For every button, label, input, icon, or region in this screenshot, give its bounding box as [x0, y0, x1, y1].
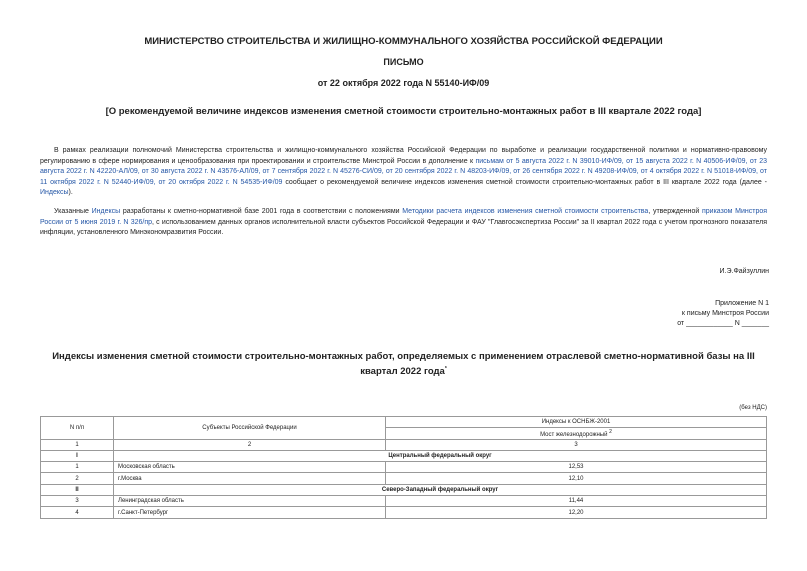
- row-index-value: 11,44: [386, 496, 767, 507]
- signature: И.Э.Файзуллин: [719, 268, 769, 275]
- table-title-footnote[interactable]: *: [444, 366, 447, 372]
- col-number-2: 2: [114, 439, 386, 450]
- row-subject: г.Санкт-Петербург: [114, 507, 386, 518]
- header-bridge: [386, 428, 767, 439]
- p1-text-c: ).: [68, 189, 73, 196]
- p1-text-a: В рамках реализации полномочий Министерства строительства и жилищно-коммунального хозяйства Российской Федерации по выработке и реализации государственной политики и нормативно-правовому регулированию в сфере нормирования и ценообразования при проектировании и строительстве Минстрой России в дополнение к: [40, 147, 767, 165]
- row-subject: Московская область: [114, 462, 386, 473]
- document-date-number: от 22 октября 2022 года N 55140-ИФ/09: [317, 78, 490, 88]
- methodology-link[interactable]: Методики расчета индексов изменения сметной стоимости строительства: [402, 208, 649, 215]
- section-number: I: [41, 450, 114, 461]
- col-number-1: 1: [41, 439, 114, 450]
- section-row: [41, 450, 767, 461]
- row-index-value: 12,53: [386, 462, 767, 473]
- p2-text-c: , утвержденной: [648, 208, 700, 215]
- ministry-heading: МИНИСТЕРСТВО СТРОИТЕЛЬСТВА И ЖИЛИЩНО-КОММУНАЛЬНОГО ХОЗЯЙСТВА РОССИЙСКОЙ ФЕДЕРАЦИИ: [144, 36, 663, 47]
- header-number: N п/п: [41, 417, 114, 440]
- appendix-ref: к письму Минстроя России: [681, 310, 769, 317]
- header-index: Индексы к ОСНБЖ-2001: [386, 417, 767, 428]
- row-subject: Ленинградская область: [114, 496, 386, 507]
- indexes-link-2[interactable]: Индексы: [91, 208, 121, 215]
- table-row: [41, 462, 767, 473]
- col-number-3: 3: [386, 439, 767, 450]
- header-subject: Субъекты Российской Федерации: [114, 417, 386, 440]
- row-index-value: 12,20: [386, 507, 767, 518]
- section-number: II: [41, 484, 114, 495]
- table-row: [41, 496, 767, 507]
- indexes-table: [40, 416, 767, 519]
- row-subject: г.Москва: [114, 473, 386, 484]
- row-number: 2: [41, 473, 114, 484]
- appendix-number: Приложение N 1: [715, 300, 769, 307]
- appendix-date-line: от ____________ N _______: [677, 320, 769, 327]
- table-row: [41, 507, 767, 518]
- table-title-text: Индексы изменения сметной стоимости строительно-монтажных работ, определяемых с применением отраслевой сметно-нормативной базы на III квартал 2022 года: [52, 351, 755, 378]
- p2-text-a: Указанные: [54, 208, 89, 215]
- header-bridge-footnote[interactable]: 2: [609, 428, 612, 435]
- methodology-paragraph: [40, 207, 767, 239]
- document-type: ПИСЬМО: [383, 57, 424, 67]
- section-label: Центральный федеральный округ: [114, 450, 767, 461]
- intro-paragraph: [40, 146, 767, 199]
- section-label: Северо-Западный федеральный округ: [114, 484, 767, 495]
- p2-text-b: разработаны к сметно-нормативной базе 2001 года в соответствии с положениями: [122, 208, 400, 215]
- previous-letters-link[interactable]: письмам от 5 августа 2022 г. N 39010-ИФ/09, от 15 августа 2022 г. N 40506-ИФ/09, от 23 августа 2022 г. N 42220-АЛ/09, от 30 августа 2022 г. N 43576-АЛ/09, от 7 сентября 2022 г. N 45276-СИ/09, от 20 сентября 2022 г. N 48203-ИФ/09, от 26 сентября 2022 г. N 49208-ИФ/09, от 4 октября 2022 г. N 51018-ИФ/09, от 11 октября 2022 г. N 52440-ИФ/09, от 20 октября 2022 г. N 54535-ИФ/09: [40, 157, 767, 186]
- row-number: 1: [41, 462, 114, 473]
- table-title: [40, 350, 767, 378]
- row-number: 4: [41, 507, 114, 518]
- table-row: [41, 473, 767, 484]
- p1-text-b: сообщает о рекомендуемой величине индексов изменения сметной стоимости строительно-монтажных работ в III квартале 2022 года (далее -: [285, 178, 768, 186]
- document-subject: [О рекомендуемой величине индексов изменения сметной стоимости строительно-монтажных работ в III квартале 2022 года]: [105, 106, 702, 117]
- row-index-value: 12,10: [386, 473, 767, 484]
- p2-text-d: , с использованием данных органов исполнительной власти субъектов Российской Федерации и ФАУ "Главгосэкспертиза России" за II квартал 2022 года с учетом прогнозного показателя инфляции, установленного Минэкономразвития России.: [40, 218, 767, 236]
- section-row: [41, 484, 767, 495]
- order-link[interactable]: приказом Минстроя России от 5 июня 2019 г. N 326/пр: [40, 208, 768, 226]
- indexes-link[interactable]: Индексы: [40, 189, 69, 196]
- vat-note: (без НДС): [739, 405, 767, 411]
- header-bridge-text: Мост железнодорожный: [540, 431, 608, 438]
- row-number: 3: [41, 496, 114, 507]
